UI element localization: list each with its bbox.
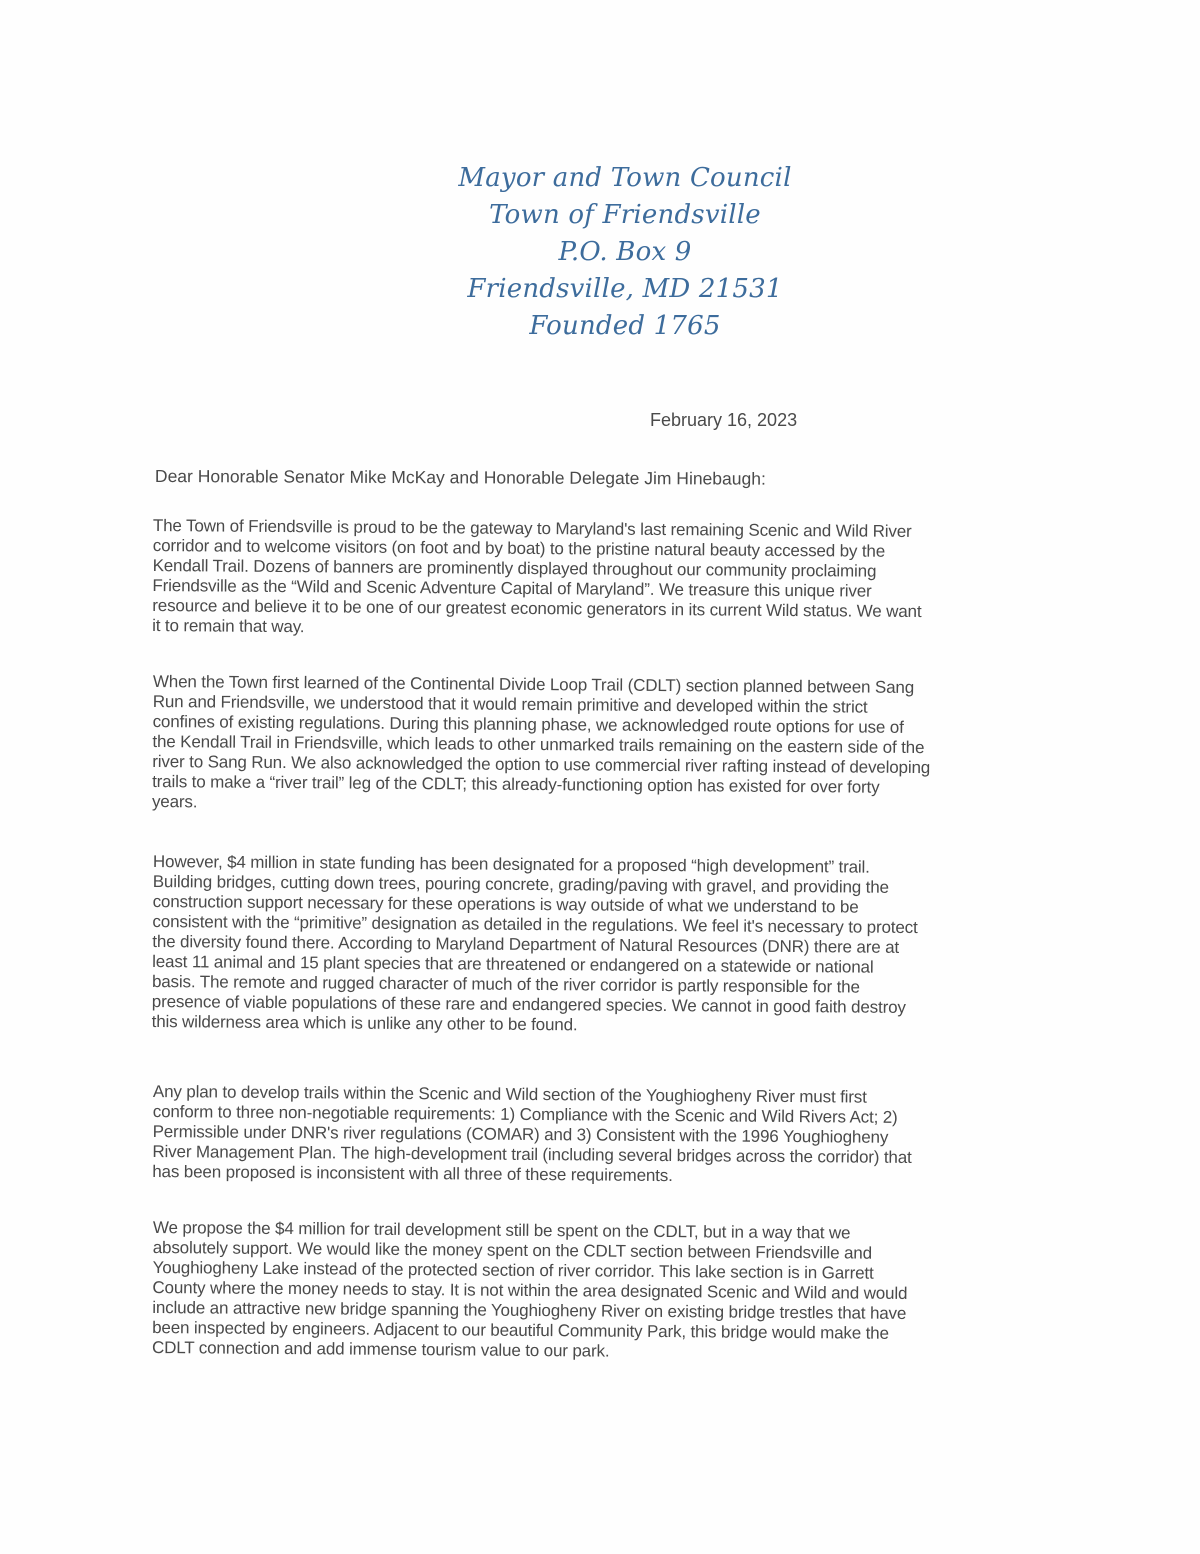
- text-line: least 11 animal and 15 plant species that are threatened or endangered on a statewide or national: [152, 951, 874, 977]
- letterhead-org: Mayor and Town Council: [458, 163, 792, 193]
- letter-date: February 16, 2023: [650, 410, 798, 430]
- letterhead-po-box: P.O. Box 9: [558, 237, 692, 267]
- text-line: trails to make a “river trail” leg of the CDLT; this already-functioning option has existed for over forty: [152, 771, 880, 797]
- text-line: River Management Plan. The high-development trail (including several bridges across the corridor) that: [152, 1141, 912, 1167]
- text-line: Building bridges, cutting down trees, pouring concrete, grading/paving with gravel, and providing the: [152, 871, 889, 897]
- text-line: presence of viable populations of these rare and endangered species. We cannot in good faith destroy: [151, 991, 906, 1017]
- text-line: years.: [151, 791, 198, 812]
- text-line: the diversity found there. According to Maryland Department of Natural Resources (DNR) there are at: [152, 931, 900, 957]
- text-line: this wilderness area which is unlike any other to be found.: [151, 1011, 578, 1035]
- text-line: conform to three non-negotiable requirements: 1) Compliance with the Scenic and Wild Rivers Act; 2): [152, 1101, 898, 1127]
- text-line: The Town of Friendsville is proud to be the gateway to Maryland's last remaining Scenic and Wild River: [152, 516, 912, 541]
- text-line: include an attractive new bridge spanning the Youghiogheny River on existing bridge trestles that have: [152, 1297, 907, 1323]
- text-line: Run and Friendsville, we understood that it would remain primitive and developed within the strict: [152, 691, 868, 717]
- text-line: absolutely support. We would like the money spent on the CDLT section between Friendsville and: [152, 1237, 873, 1263]
- text-line: Any plan to develop trails within the Scenic and Wild section of the Youghiogheny River must first: [152, 1082, 867, 1107]
- text-line: County where the money needs to stay. It is not within the area designated Scenic and Wild and would: [152, 1277, 908, 1303]
- letterhead-founded: Founded 1765: [529, 311, 721, 341]
- text-line: When the Town first learned of the Continental Divide Loop Trail (CDLT) section planned between Sang: [152, 672, 915, 697]
- text-line: consistent with the “primitive” designation as detailed in the regulations. We feel it's necessary to protect: [152, 911, 918, 938]
- text-line: construction support necessary for these operations is way outside of what we understand to be: [152, 891, 859, 917]
- text-line: However, $4 million in state funding has been designated for a proposed “high development” trail.: [152, 852, 870, 877]
- salutation: Dear Honorable Senator Mike McKay and Honorable Delegate Jim Hinebaugh:: [154, 466, 766, 489]
- text-line: CDLT connection and add immense tourism value to our park.: [151, 1337, 610, 1361]
- text-line: resource and believe it to be one of our greatest economic generators in its current Wild status. We want: [152, 595, 922, 622]
- text-line: Kendall Trail. Dozens of banners are prominently displayed throughout our community proclaiming: [152, 555, 877, 581]
- text-line: the Kendall Trail in Friendsville, which leads to other unmarked trails remaining on the eastern side of the: [152, 731, 925, 758]
- text-line: basis. The remote and rugged character of much of the river corridor is partly responsible for the: [151, 971, 860, 997]
- paragraph-funding-concerns: [152, 852, 1068, 1039]
- text-line: Friendsville as the “Wild and Scenic Adventure Capital of Maryland”. We treasure this unique river: [152, 575, 872, 601]
- paragraph-requirements: [152, 1082, 1068, 1189]
- letterhead-town: Town of Friendsville: [489, 200, 761, 230]
- text-line: We propose the $4 million for trail development still be spent on the CDLT, but in a way that we: [152, 1218, 851, 1243]
- text-line: has been proposed is inconsistent with all three of these requirements.: [152, 1161, 673, 1186]
- paragraph-gateway: [152, 516, 1068, 643]
- paragraph-proposal: [152, 1218, 1068, 1365]
- text-line: been inspected by engineers. Adjacent to our beautiful Community Park, this bridge would make the: [152, 1317, 889, 1343]
- text-line: Permissible under DNR's river regulations (COMAR) and 3) Consistent with the 1996 Youghiogheny: [152, 1121, 889, 1147]
- text-line: river to Sang Run. We also acknowledged the option to use commercial river rafting instead of developing: [152, 751, 931, 778]
- text-line: corridor and to welcome visitors (on foot and by boat) to the pristine natural beauty accessed by the: [152, 535, 886, 561]
- text-line: it to remain that way.: [152, 615, 305, 637]
- text-line: Youghiogheny Lake instead of the protected section of river corridor. This lake section is in Garrett: [152, 1257, 874, 1283]
- paragraph-cdlt-planning: [152, 672, 1068, 819]
- text-line: confines of existing regulations. During this planning phase, we acknowledged route options for use of: [152, 711, 904, 737]
- letterhead-city-state-zip: Friendsville, MD 21531: [467, 274, 783, 304]
- letterhead: [440, 160, 810, 345]
